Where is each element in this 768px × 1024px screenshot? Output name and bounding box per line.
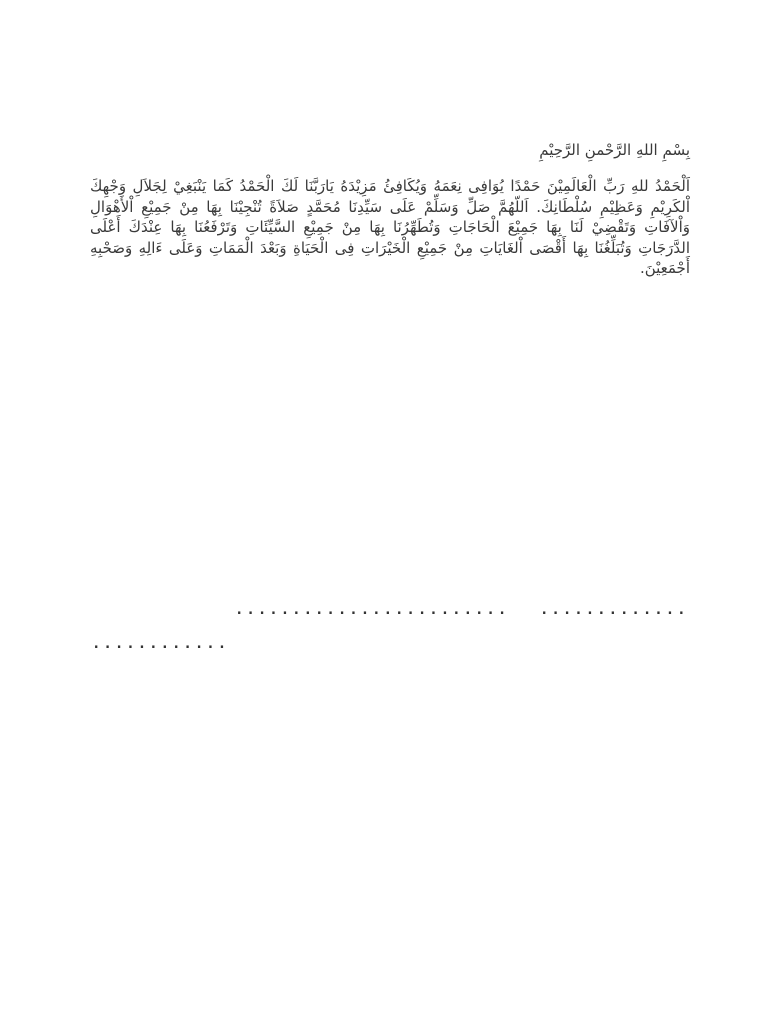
prayer-paragraph: اَلْحَمْدُ للهِ رَبِّ الْعَالَمِيْنَ حَمْدًا يُوَافِى نِعَمَهُ وَيُكَافِئُ مَزِيْدَهُ يَارَبَّنَا لَكَ الْحَمْدُ كَمَا يَنْبَغِيْ لِجَلاَلِ وَجْهِكَ اْلكَرِيْمِ وَعَظِيْمِ سُلْطَانِكَ. اَللّهُمَّ صَلِّ وَسَلِّمْ عَلَى سَيِّدِنَا مُحَمَّدٍ صَلاَةً تُنْجِيْنَا بِهَا مِنْ جَمِيْعِ اْلأَهْوَالِ وَاْلآفَاتِ وَتَقْضِيْ لَنَا بِهَا جَمِيْعَ الْحَاجَاتِ وَتُطَهِّرُنَا بِهَا مِنْ جَمِيْعِ السَّيِّئَاتِ وَتَرْفَعُنَا بِهَا عِنْدَكَ أَعْلَى الدَّرَجَاتِ وَتُبَلِّغُنَا بِهَا أَقْصَى اْلغَايَاتِ مِنْ جَمِيْعِ الْخَيْرَاتِ فِى الْحَيَاةِ وَبَعْدَ الْمَمَاتِ وَعَلَى ءَالِهِ وَصَحْبِهِ أَجْمَعِيْنَ. — [90, 177, 690, 277]
basmala-heading: بِسْمِ اللهِ الرَّحْمنِ الرَّحِيْمِ — [539, 141, 690, 159]
blank-line-dots: ........................ — [235, 602, 510, 618]
blank-line-dots: ............ — [92, 636, 230, 652]
blank-line-dots: ............. — [540, 602, 689, 618]
document-content — [90, 140, 690, 279]
